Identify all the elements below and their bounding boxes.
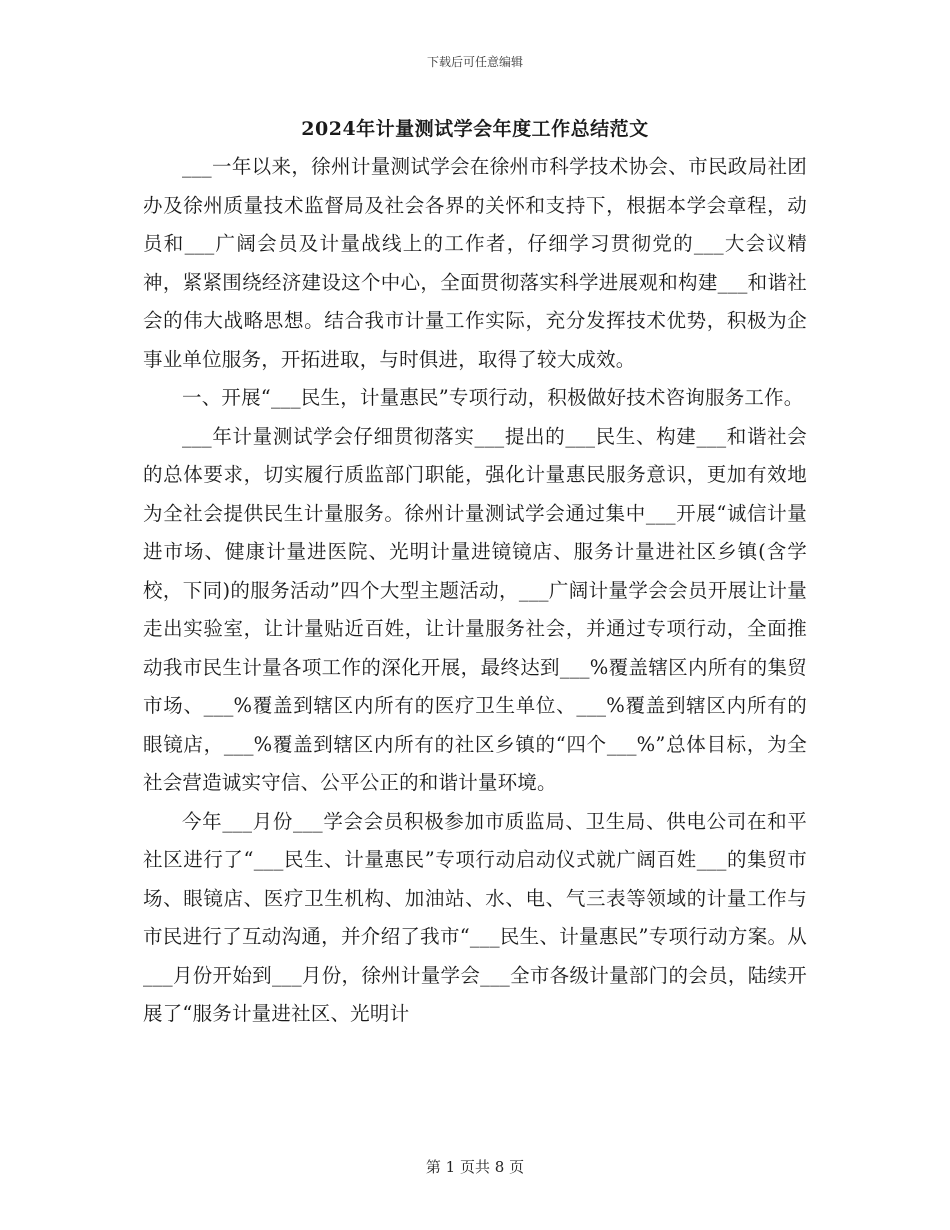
page-footer: 第 1 页共 8 页 [425, 1158, 525, 1176]
document-title: 2024年计量测试学会年度工作总结范文 [301, 118, 649, 140]
header-note: 下载后可任意编辑 [426, 55, 523, 69]
document-body [143, 148, 807, 1034]
paragraph: ___一年以来，徐州计量测试学会在徐州市科学技术协会、市民政局社团办及徐州质量技术监督局及社会各界的关怀和支持下，根据本学会章程，动员和___广阔会员及计量战线上的工作者，仔细学习贯彻党的___大会议精神，紧紧围绕经济建设这个中心，全面贯彻落实科学进展观和构建___和谐社会的伟大战略思想。结合我市计量工作实际，充分发挥技术优势，积极为企事业单位服务，开拓进取，与时俱进，取得了较大成效。 [143, 155, 807, 371]
paragraph: ___年计量测试学会仔细贯彻落实___提出的___民生、构建___和谐社会的总体要求，切实履行质监部门职能，强化计量惠民服务意识，更加有效地为全社会提供民生计量服务。徐州计量测试学会通过集中___开展“诚信计量进市场、健康计量进医院、光明计量进镜镜店、服务计量进社区乡镇(含学校，下同)的服务活动”四个大型主题活动，___广阔计量学会会员开展让计量走出实验室，让计量贴近百姓，让计量服务社会，并通过专项行动，全面推动我市民生计量各项工作的深化开展，最终达到___%覆盖辖区内所有的集贸市场、___%覆盖到辖区内所有的医疗卫生单位、___%覆盖到辖区内所有的眼镜店，___%覆盖到辖区内所有的社区乡镇的“四个___%”总体目标，为全社会营造诚实守信、公平公正的和谐计量环境。 [143, 424, 807, 794]
section-heading: 一、开展“___民生，计量惠民”专项行动，积极做好技术咨询服务工作。 [182, 386, 804, 409]
paragraph: 今年___月份___学会会员积极参加市质监局、卫生局、供电公司在和平社区进行了“___民生、计量惠民”专项行动启动仪式就广阔百姓___的集贸市场、眼镜店、医疗卫生机构、加油站、水、电、气三表等领域的计量工作与市民进行了互动沟通，并介绍了我市“___民生、计量惠民”专项行动方案。从___月份开始到___月份，徐州计量学会___全市各级计量部门的会员，陆续开展了“服务计量进社区、光明计 [143, 809, 807, 1025]
